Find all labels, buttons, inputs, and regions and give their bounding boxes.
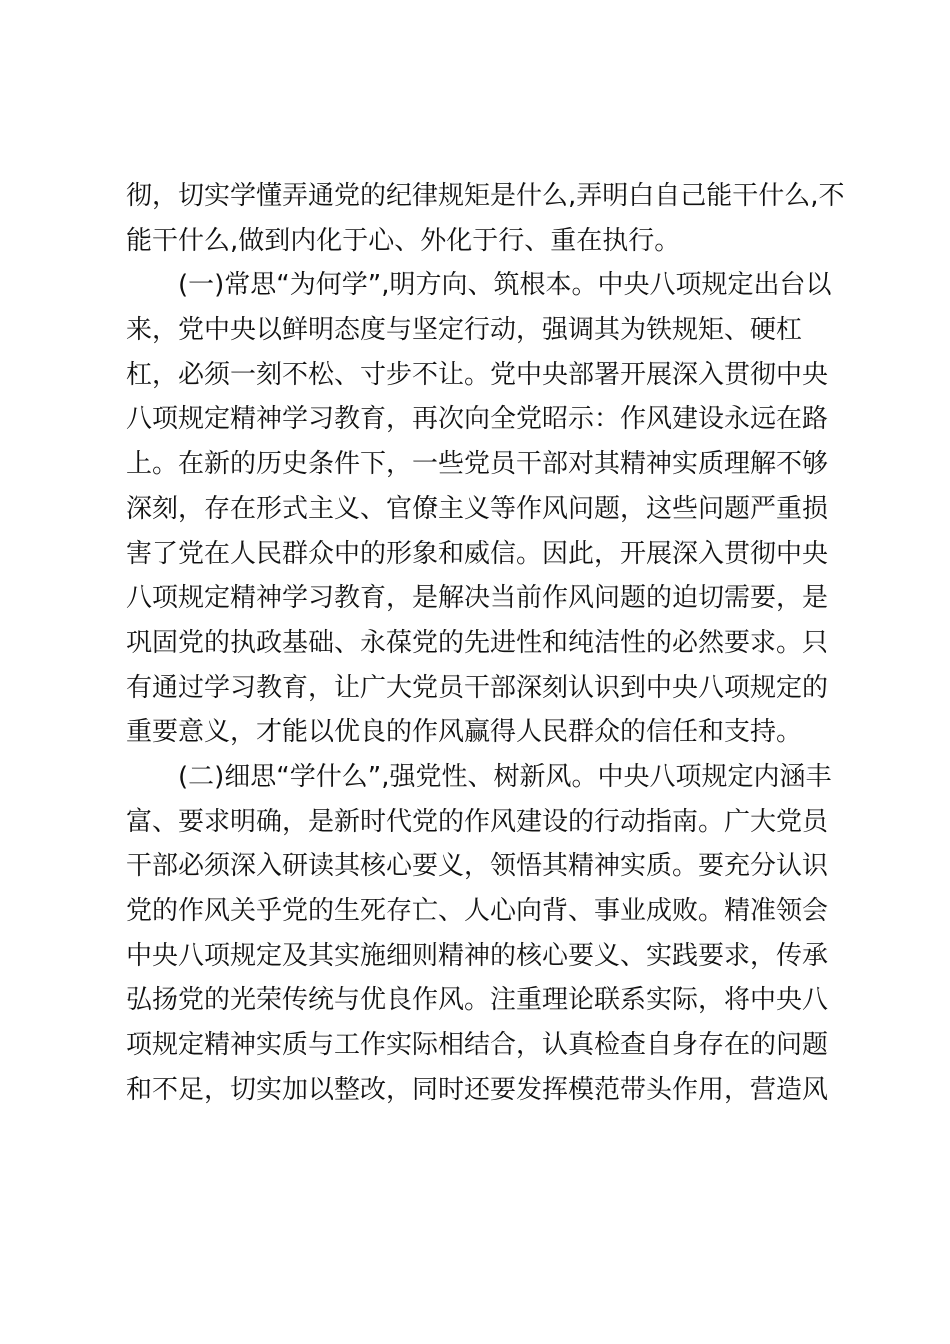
text-line: 有通过学习教育，让广大党员干部深刻认识到中央八项规定的: [126, 672, 829, 703]
text-line: 来，党中央以鲜明态度与坚定行动，强调其为铁规矩、硬杠: [126, 315, 803, 346]
text-line: 重要意义，才能以优良的作风赢得人民群众的信任和支持。: [126, 717, 803, 748]
document-body: [126, 174, 845, 1112]
text-line: 中央八项规定及其实施细则精神的核心要义、实践要求，传承: [126, 940, 829, 971]
text-line: 富、要求明确，是新时代党的作风建设的行动指南。广大党员: [126, 806, 829, 837]
paragraph-section-1: [126, 263, 832, 755]
text-line: 深刻，存在形式主义、官僚主义等作风问题，这些问题严重损: [126, 493, 829, 524]
text-line: 杠，必须一刻不松、寸步不让。党中央部署开展深入贯彻中央: [126, 359, 829, 390]
text-line: 上。在新的历史条件下，一些党员干部对其精神实质理解不够: [126, 449, 829, 480]
text-line: 八项规定精神学习教育，再次向全党昭示：作风建设永远在路: [126, 404, 829, 435]
text-line: 害了党在人民群众中的形象和威信。因此，开展深入贯彻中央: [126, 538, 829, 569]
text-line: 能干什么,做到内化于心、外化于行、重在执行。: [126, 225, 681, 256]
section-heading-line: (一)常思“为何学”,明方向、筑根本。中央八项规定出台以: [178, 270, 832, 301]
paragraph-intro-continuation: [126, 174, 845, 263]
text-line: 巩固党的执政基础、永葆党的先进性和纯洁性的必然要求。只: [126, 627, 829, 658]
paragraph-section-2: [126, 755, 832, 1113]
text-line: 彻，切实学懂弄通党的纪律规矩是什么,弄明白自己能干什么,不: [126, 181, 845, 211]
text-line: 八项规定精神学习教育，是解决当前作风问题的迫切需要，是: [126, 583, 829, 614]
text-line: 和不足，切实加以整改，同时还要发挥模范带头作用，营造风: [126, 1074, 829, 1105]
text-line: 弘扬党的光荣传统与优良作风。注重理论联系实际，将中央八: [126, 985, 829, 1016]
text-line: 党的作风关乎党的生死存亡、人心向背、事业成败。精准领会: [126, 896, 829, 926]
section-heading-line: (二)细思“学什么”,强党性、树新风。中央八项规定内涵丰: [178, 761, 832, 792]
text-line: 干部必须深入研读其核心要义，领悟其精神实质。要充分认识: [126, 851, 829, 882]
text-line: 项规定精神实质与工作实际相结合，认真检查自身存在的问题: [126, 1030, 829, 1061]
